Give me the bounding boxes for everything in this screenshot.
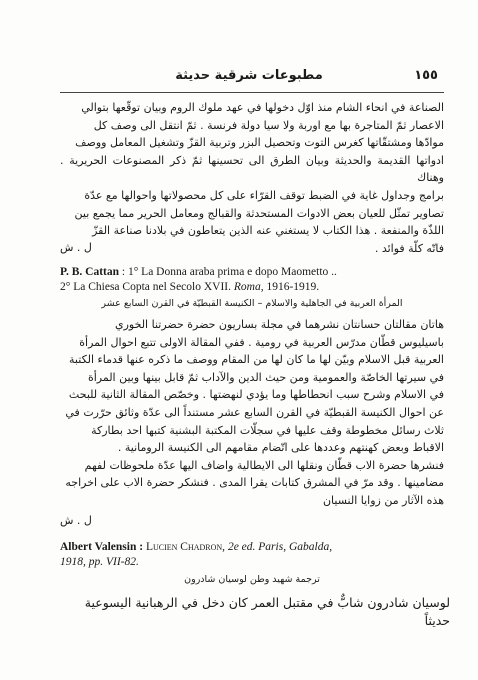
review-2-years: 1916-1919. bbox=[266, 281, 320, 293]
review-2-citation-2: 2° La Chiesa Copta nel Secolo XVII. bbox=[60, 281, 231, 293]
review-1-signature-row bbox=[60, 239, 444, 257]
review-3-citation bbox=[60, 540, 450, 570]
page-header bbox=[60, 68, 438, 90]
header-rule bbox=[60, 92, 444, 93]
review-2-line: هاتان مقالتان حسانتان نشرهما في مجلة بساريون حضرة حضرتنا الخوري bbox=[115, 318, 444, 331]
review-2-citation-1: 1° La Donna araba prima e dopo Maometto .. bbox=[127, 266, 337, 278]
review-2-line: الاقباط وبعض كهنتهم وعددها على اتّضام مقامهم الى الكنيسة الرومانية . bbox=[117, 441, 444, 455]
review-3-year-pages: 1918, pp. VII-82. bbox=[60, 556, 139, 568]
review-2-city: Roma, bbox=[233, 281, 264, 293]
review-1-line: الاعصار ثمّ المتاجرة بها مع اوربة ولا سيا دولة فرنسة . ثمّ انتقل الى وصف كل bbox=[93, 118, 444, 132]
review-2-body bbox=[60, 316, 444, 510]
review-1-body bbox=[60, 99, 444, 257]
review-1-line: اللذّة والمنفعة . هذا الكتاب لا يستغني عنه الذين يتعاطون في بلادنا صناعة القزّ bbox=[92, 224, 444, 238]
review-2-arabic-title: المرأة العربية في الجاهلية والاسلام – الكنيسة القبطيّة في القرن السابع عشر bbox=[101, 298, 403, 309]
running-title: مطبوعات شرقية حديثة bbox=[175, 68, 323, 83]
review-1-line: فاتّه كلّة فوائد . bbox=[374, 241, 444, 255]
review-2-citation: P. B. Cattan : 1° La Donna araba prima e dopo Maometto .. 2° La Chiesa Copta nel Secolo XVII. Roma, 1916-1919. bbox=[60, 266, 337, 293]
review-3-title: Lucien Chadron, bbox=[145, 541, 226, 553]
review-2-line: هذه الآثار من زوايا النسيان bbox=[322, 493, 444, 507]
review-1-line: موادّها ومشتقّاتها كغرس التوت وتحصيل البزر وتربية القزّ وتشغيل المعامل ووصف bbox=[75, 136, 444, 150]
review-1-line: الصناعة في انحاء الشام منذ اوّل دخولها في عهد ملوك الروم وبيان توقّعها بتوالي bbox=[81, 101, 444, 114]
review-2-author: P. B. Cattan bbox=[60, 266, 119, 278]
review-2-line: في سيرتها الخاصّة والعمومية ومن حيث الدين والآداب ثمّ قابل بينها وبين المرأة bbox=[87, 370, 444, 384]
review-2-signature-row bbox=[60, 512, 444, 530]
review-1-line: تصاوير تمثّل للعيان بعض الادوات المستحدثة والقبالج ومعامل الحرير مما يجمع بين bbox=[74, 206, 444, 220]
review-2-line: العربية قبل الاسلام وبيّن لها ما كان لها من المقام ووصف ما ذكره عنها قدماء الكتبة bbox=[69, 353, 444, 367]
review-2-line: في الاسلام وشرح سبب انحطاطها وما يؤدي لنهضتها . وخصّص المقالة الثانية للبحث bbox=[68, 388, 444, 402]
review-3-edition: 2e ed. Paris, Gabalda, bbox=[227, 541, 333, 553]
review-1-line: ادواتها القديمة والحديثة وبيان الطرق الى تحسينها ثمّ ذكر المصنوعات الحريرية . وهناك bbox=[60, 153, 444, 185]
review-2-line: عن احوال الكنيسة القبطيّة في القرن السابع عشر مستنداً الى عدّة وثائق حرّرت في bbox=[65, 405, 444, 419]
review-2-line: فنشرها حضرة الاب قطّان ونقلها الى الايطالية واضاف اليها عدّة ملحوظات لفهم bbox=[84, 458, 444, 472]
review-3-arabic-subtitle: ترجمة شهيد وطن لوسيان شادرون bbox=[184, 574, 320, 585]
review-1-line: برامج وجداول غاية في الضبط توقف القرّاء على كل محصولاتها واحوالها مع عدّة bbox=[84, 188, 444, 202]
page-number: ١٥٥ bbox=[414, 68, 438, 83]
review-3-author: Albert Valensin : bbox=[60, 541, 144, 553]
review-2-line: مضامينها . وقد مرّ في المشرق كتابات يقرا المدى . فنشكر حضرة الاب على اخراجه bbox=[65, 476, 444, 490]
review-2-line: باسيليوس قطّان مدرّس العربية في رومية . ففي المقالة الاولى تتبع احوال المرأة bbox=[79, 335, 444, 349]
review-1-signature: ل . ش bbox=[60, 241, 92, 254]
review-3-arabic-line: لوسيان شادرون شابٌّ في مقتبل العمر كان دخل في الرهبانية اليسوعية حديثاً bbox=[84, 595, 450, 628]
review-2-line: ثلاث رسائل مخطوطة وقف عليها في سجلّات المكتبة البشنية كتبها احد بطاركة bbox=[91, 423, 444, 437]
review-2-signature: ل . ش bbox=[60, 514, 92, 527]
